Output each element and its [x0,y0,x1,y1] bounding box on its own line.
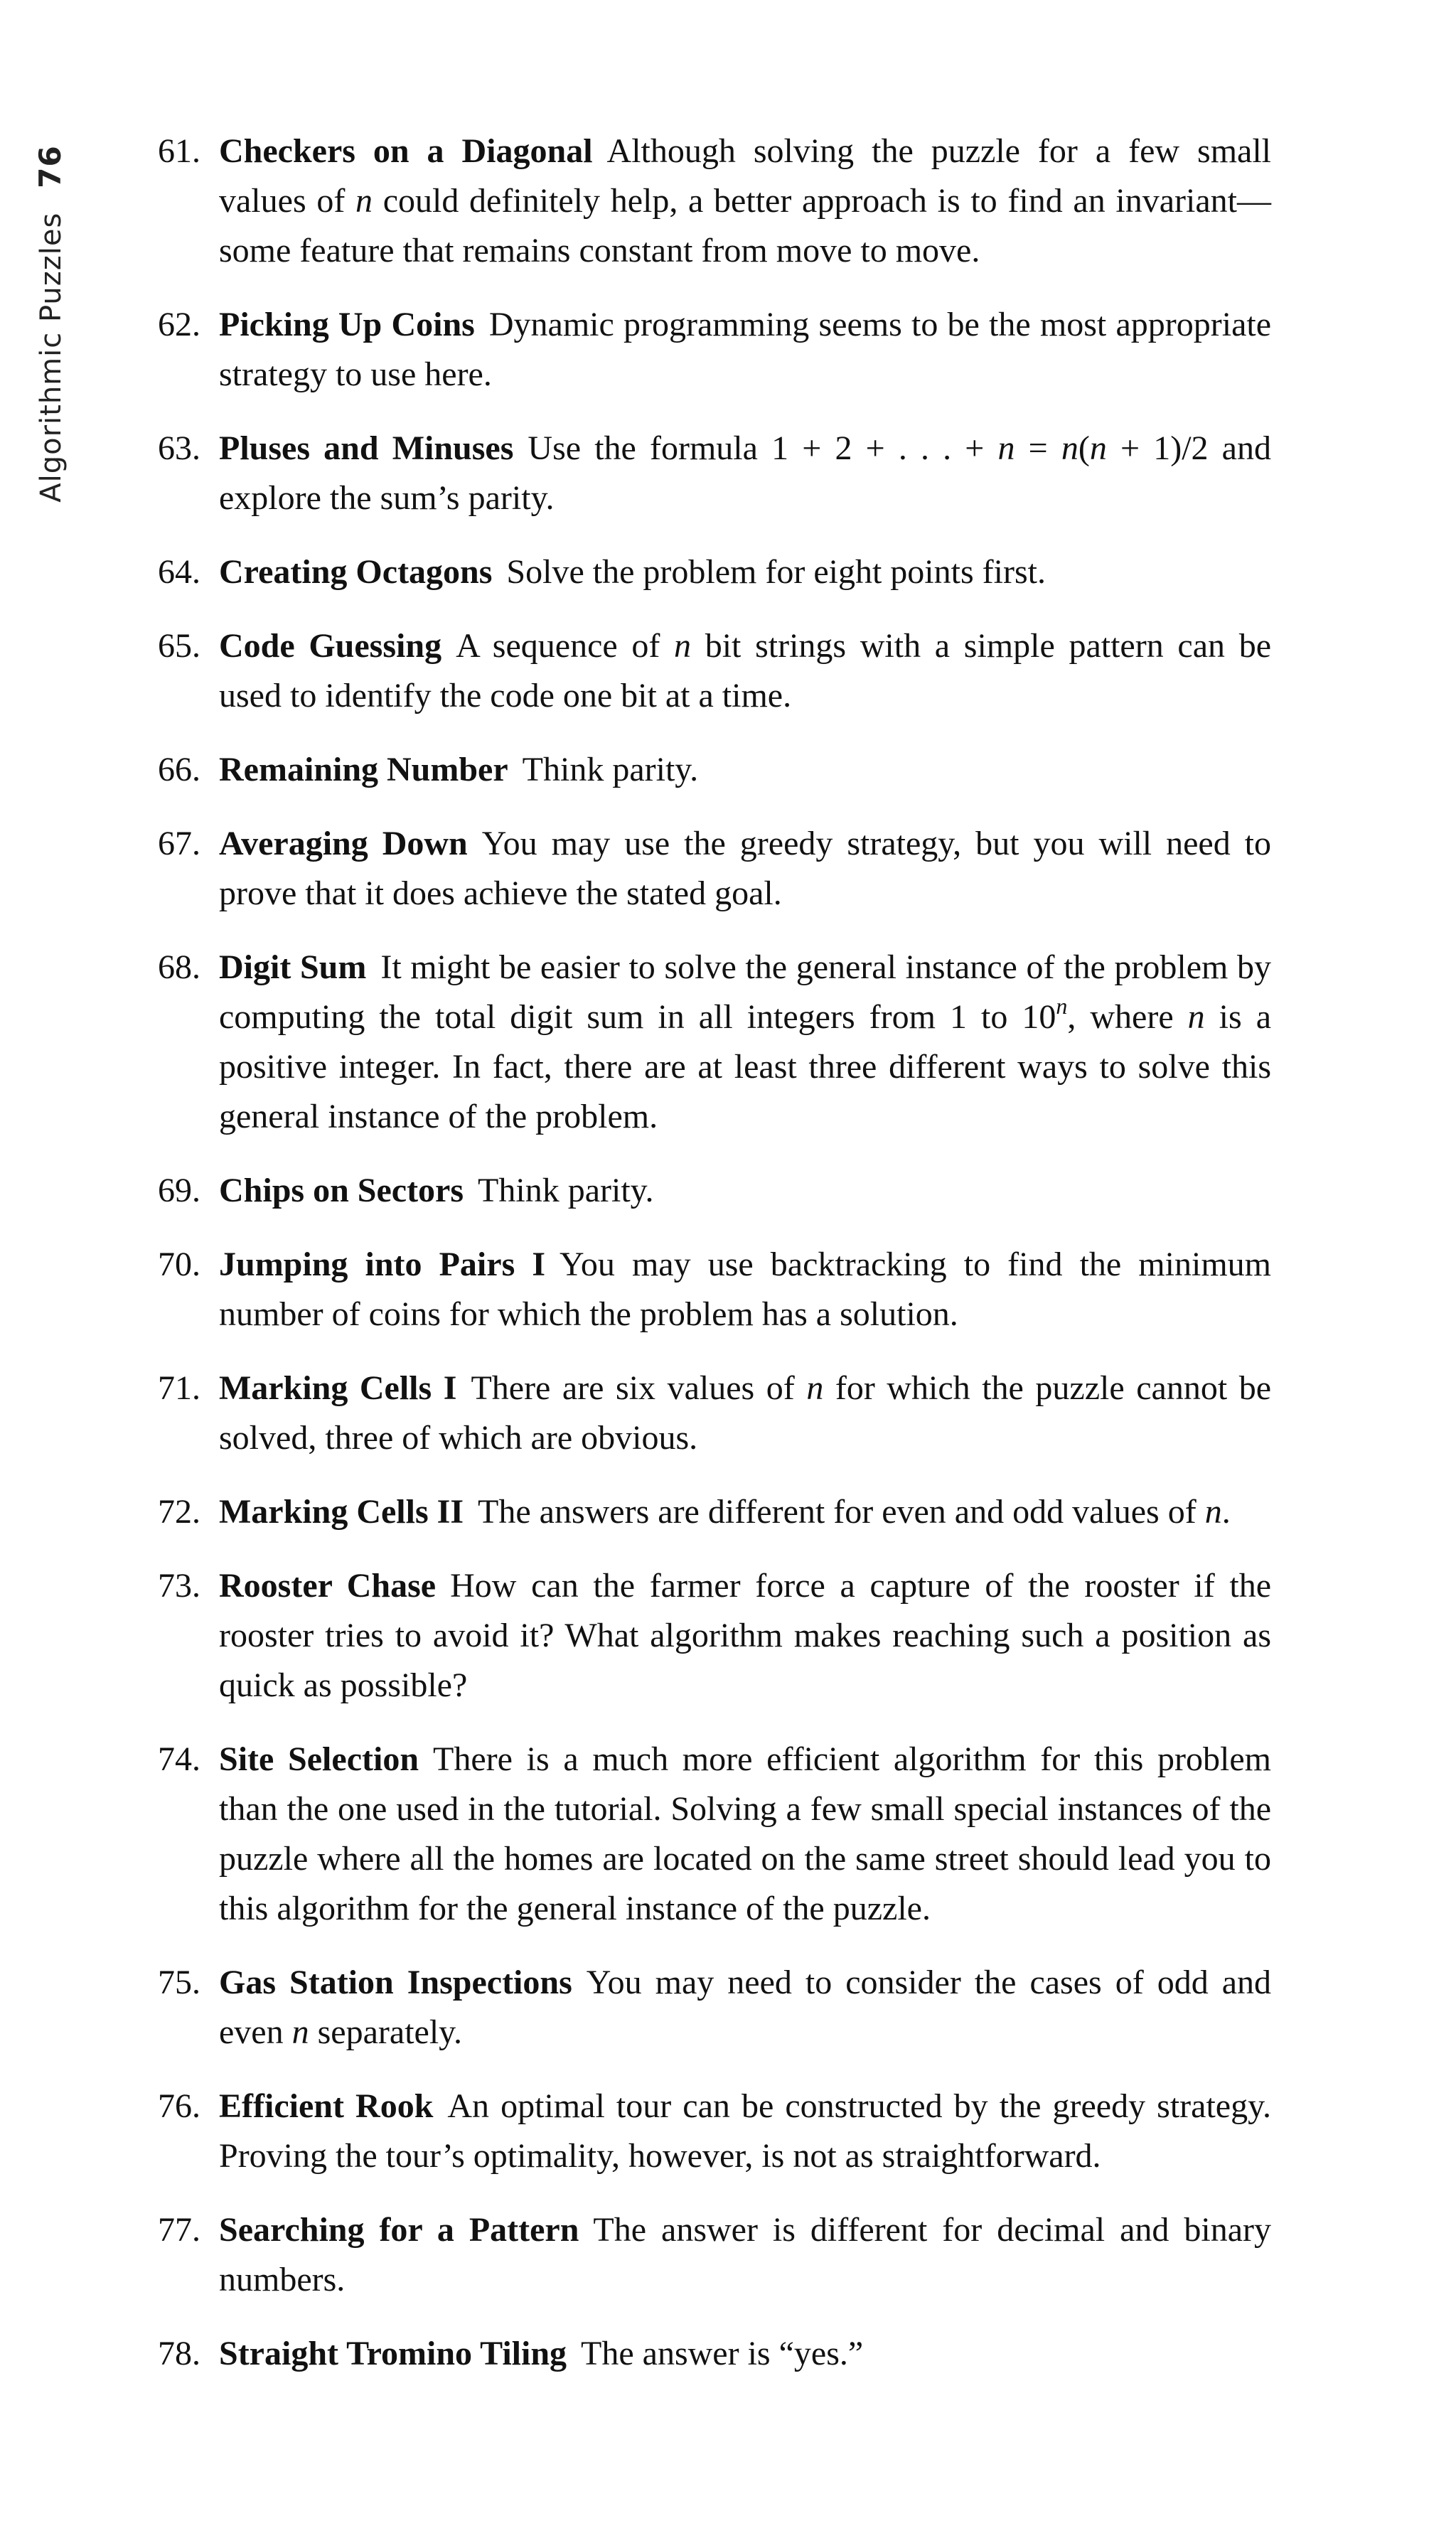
hint-number: 61. [158,132,200,170]
hint-text-run: You may need to consider the cases of odd and even [219,1964,1271,2051]
hint-item [158,1958,1271,2057]
hint-text-run: The answer is different for decimal and binary numbers. [219,2211,1272,2298]
hint-text-run: The answers are different for even and odd values of [478,1493,1205,1531]
hint-text-run: The answer is “yes.” [581,2335,864,2372]
hint-variable: n [1061,429,1078,467]
hint-text-run: could definitely help, a better approach is to find an invariant—some feature that remains constant from move to move. [219,182,1272,269]
hint-title: Searching for a Pattern [219,2211,579,2249]
running-head [27,139,73,508]
hint-text-run: , where [1067,998,1188,1036]
hint-superscript: n [1056,993,1068,1019]
hint-title: Remaining Number [219,751,508,788]
hint-text-run: It might be easier to solve the general instance of the problem by computing the total digit sum in all integers from 1 to 10 [219,948,1271,1036]
hint-text [581,2335,863,2372]
hint-text-run: . [1221,1493,1231,1531]
hint-text-run: There is a much more efficient algorithm for this problem than the one used in the tutorial. Solving a few small special instances of the puzzle where all the homes are located on the same street should lead you to this algorithm for the general instance of the puzzle. [219,1740,1272,1927]
hint-text-run: A sequence of [456,627,675,665]
hint-item [158,1364,1271,1463]
hint-number: 62. [158,306,200,343]
hint-text-run: Think parity. [522,751,699,788]
hint-title: Picking Up Coins [219,306,475,343]
hint-item [158,943,1271,1142]
hint-number: 64. [158,553,200,591]
hint-text [523,751,699,788]
hint-number: 74. [158,1740,200,1778]
hint-text [478,1493,1231,1531]
hint-item [158,127,1271,276]
hint-number: 73. [158,1567,200,1605]
hint-number: 71. [158,1369,200,1407]
page-number: 76 [32,144,68,188]
hint-item [158,2082,1271,2181]
hint-title: Creating Octagons [219,553,493,591]
hint-title: Gas Station Inspections [219,1964,572,2001]
hint-text-run: You may use backtracking to find the minimum number of coins for which the problem has a solution. [219,1246,1271,1333]
hint-title: Site Selection [219,1740,419,1778]
hint-item [158,1487,1271,1537]
running-head-text [33,145,68,503]
hint-item [158,547,1271,597]
hint-item [158,300,1271,400]
hint-title: Efficient Rook [219,2087,434,2125]
hint-number: 78. [158,2335,200,2372]
hint-text-run: Although solving the puzzle for a few small values of [219,132,1272,220]
hint-list [158,127,1271,2403]
hint-title: Chips on Sectors [219,1172,464,1209]
hint-item [158,424,1271,523]
hint-text-run: is a positive integer. In fact, there are at least three different ways to solve this general instance of the problem. [219,998,1272,1135]
hint-variable: n [1204,1493,1222,1531]
section-title: Algorithmic Puzzles [34,212,68,503]
hint-number: 66. [158,751,200,788]
hint-number: 70. [158,1246,200,1283]
hint-text-run: for which the puzzle cannot be solved, three of which are obvious. [219,1369,1272,1457]
hint-text-run: You may use the greedy strategy, but you will need to prove that it does achieve the stated goal. [219,825,1272,912]
hint-text-run: Dynamic programming seems to be the most appropriate strategy to use here. [219,306,1272,393]
hint-text-run: = [1015,429,1061,467]
hint-variable: n [1187,998,1205,1036]
hint-item [158,1735,1271,1934]
hint-item [158,819,1271,919]
hint-number: 72. [158,1493,200,1531]
hint-item [158,1166,1271,1216]
hint-number: 75. [158,1964,200,2001]
hint-title: Checkers on a Diagonal [219,132,593,170]
hint-text-run: An optimal tour can be constructed by the greedy strategy. Proving the tour’s optimality, however, is not as straightforward. [219,2087,1271,2175]
hint-text [219,948,1271,1135]
hint-text-run: Solve the problem for eight points first. [506,553,1046,591]
hint-variable: n [997,429,1015,467]
hint-number: 68. [158,948,200,986]
hint-text-run: ( [1078,429,1090,467]
hint-text-run: How can the farmer force a capture of the rooster if the rooster tries to avoid it? What algorithm makes reaching such a position as quick as possible? [219,1567,1271,1704]
hint-text [478,1172,654,1209]
hint-text-run: There are six values of [471,1369,807,1407]
hint-text-run: + 1)/2 and explore the sum’s parity. [219,429,1271,517]
hint-title: Rooster Chase [219,1567,437,1605]
hint-number: 69. [158,1172,200,1209]
hint-text [506,553,1046,591]
hint-item [158,745,1271,795]
hint-variable: n [806,1369,824,1407]
hint-variable: n [1089,429,1107,467]
hint-text-run: bit strings with a simple pattern can be used to identify the code one bit at a time. [219,627,1271,714]
hint-number: 65. [158,627,200,665]
hint-variable: n [674,627,692,665]
hint-item [158,1240,1271,1339]
hint-text-run: Use the formula 1 + 2 + . . . + [528,429,998,467]
hint-item [158,1561,1271,1710]
hint-number: 67. [158,825,200,862]
hint-text-run: separately. [309,2013,463,2051]
hint-item [158,621,1271,721]
hint-number: 77. [158,2211,200,2249]
hint-title: Code Guessing [219,627,442,665]
hint-variable: n [291,2013,309,2051]
hint-number: 76. [158,2087,200,2125]
hint-title: Digit Sum [219,948,367,986]
hint-item [158,2205,1271,2305]
hint-variable: n [355,182,373,220]
hint-title: Marking Cells II [219,1493,464,1531]
hint-title: Marking Cells I [219,1369,457,1407]
hint-text-run: Think parity. [478,1172,654,1209]
hint-title: Jumping into Pairs I [219,1246,546,1283]
hint-title: Pluses and Minuses [219,429,514,467]
hint-title: Straight Tromino Tiling [219,2335,567,2372]
hint-number: 63. [158,429,200,467]
hint-item [158,2329,1271,2379]
hint-title: Averaging Down [219,825,468,862]
